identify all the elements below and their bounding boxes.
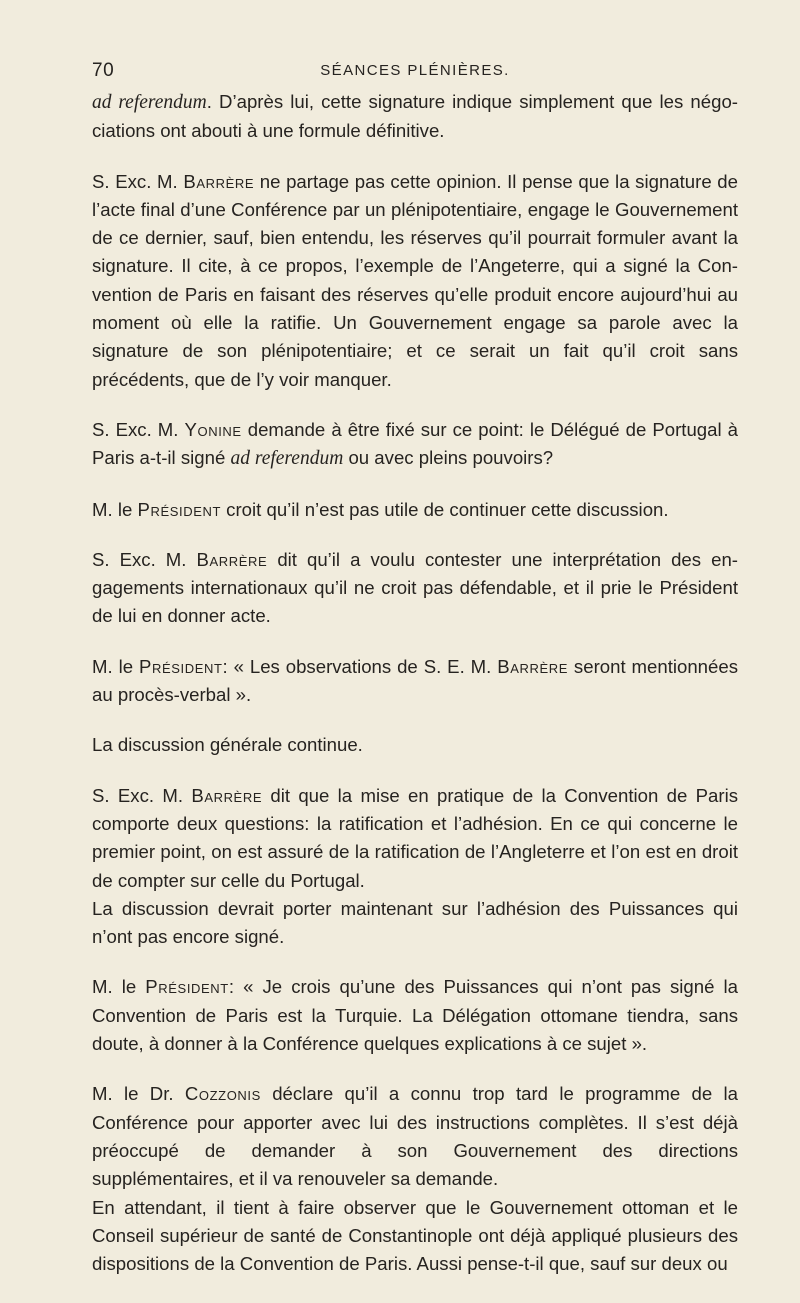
text-run: déclare qu’il a connu trop tard le programme de la Conférence pour apporter avec lui des instructions complètes. Il s’est déjà préoccupé de demander à son Gouvernement des directions supplémentaires, et il va renouveler sa demande. xyxy=(92,1083,738,1190)
speaker-name: Barrère xyxy=(183,170,255,192)
text-run: . D’après lui, cette signature indique simplement que les négociations ont abouti à une formule définitive. xyxy=(92,91,738,142)
text-run: S. Exc. M. xyxy=(92,784,192,806)
paragraph xyxy=(92,416,738,474)
speaker-name: Président xyxy=(138,655,223,677)
text-run: : « Je crois qu’une des Puissances qui n’ont pas signé la Convention de Paris est la Turquie. La Délégation ottomane tiendra, sans doute, à donner à la Conférence quelques explications à ce sujet ». xyxy=(92,976,738,1055)
paragraph xyxy=(92,496,738,524)
text-run: M. le xyxy=(92,976,146,998)
speaker-name: Yonine xyxy=(184,418,242,440)
speaker-name: Barrère xyxy=(497,655,569,677)
paragraph xyxy=(92,168,738,394)
speaker-name: Cozzonis xyxy=(184,1083,261,1105)
text-run: M. le Dr. xyxy=(92,1083,185,1105)
paragraph xyxy=(92,546,738,631)
speaker-name: Président xyxy=(137,498,222,520)
paragraph xyxy=(92,973,738,1058)
text-run: ne partage pas cette opinion. Il pense que la signature de l’acte final d’une Conférence par un plénipotentiaire, engage le Gouvernement de ce dernier, sauf, bien entendu, les réserves qu’il pourrait formuler avant la signature. Il cite, à ce propos, l’exemple de l’Angeterre, qui a signé la Convention de Paris en faisant des réserves qu’elle produit encore aujourd’hui au moment où elle la ratifie. Un Gouvernement engage sa parole avec la signature de son plénipotentiaire; et ce serait un fait qu’il croit sans précédents, que de l’y voir manquer. xyxy=(92,170,738,390)
text-run: croit qu’il n’est pas utile de continuer cette discussion. xyxy=(221,498,669,520)
paragraph xyxy=(92,653,738,710)
text-run: M. le xyxy=(92,655,139,677)
paragraph xyxy=(92,731,738,759)
paragraph xyxy=(92,1194,738,1279)
text-run: dit que la mise en pratique de la Convention de Paris comporte deux questions: la ratification et l’adhésion. En ce qui concerne le premier point, on est assuré de la ratification de l’Angleterre et l’on est en droit de compter sur celle du Portugal. xyxy=(92,784,738,891)
text-run: dit qu’il a voulu contester une interprétation des engagements internationaux qu’il ne croit pas défendable, et il prie le Président de lui en donner acte. xyxy=(92,548,738,627)
body-text xyxy=(92,88,738,1278)
page-number: 70 xyxy=(92,60,115,81)
running-title: SÉANCES PLÉNIÈRES. xyxy=(320,62,510,79)
text-run: S. Exc. M. xyxy=(92,170,184,192)
text-run: : « Les observations de S. E. M. xyxy=(222,655,498,677)
text-run: La discussion devrait porter maintenant sur l’adhésion des Puissances qui n’ont pas encore signé. xyxy=(92,897,738,948)
speaker-name: Président xyxy=(145,976,229,998)
page-header xyxy=(92,0,738,88)
text-run: ou avec pleins pouvoirs? xyxy=(343,447,554,469)
text-run: seront mentionnées au procès-verbal ». xyxy=(92,655,738,706)
paragraph xyxy=(92,1080,738,1193)
text-run: S. Exc. M. xyxy=(92,548,197,570)
text-run: demande à être fixé sur ce point: le Délégué de Portugal à Paris a-t-il signé xyxy=(92,418,738,469)
speaker-name: Barrère xyxy=(191,784,263,806)
text-run: S. Exc. M. xyxy=(92,418,185,440)
speaker-name: Barrère xyxy=(196,548,268,570)
text-run: La discussion générale continue. xyxy=(92,734,363,756)
paragraph xyxy=(92,88,738,146)
italic-text: ad referendum xyxy=(230,448,344,470)
italic-text: ad referendum xyxy=(92,92,207,113)
paragraph xyxy=(92,895,738,952)
text-run: M. le xyxy=(92,498,138,520)
paragraph xyxy=(92,782,738,895)
text-run: En attendant, il tient à faire observer que le Gouvernement ottoman et le Conseil supérieur de santé de Constantinople ont déjà appliqué plusieurs des dispositions de la Convention de Paris. Aussi pense-t-il que, sauf sur deux ou xyxy=(92,1196,738,1275)
